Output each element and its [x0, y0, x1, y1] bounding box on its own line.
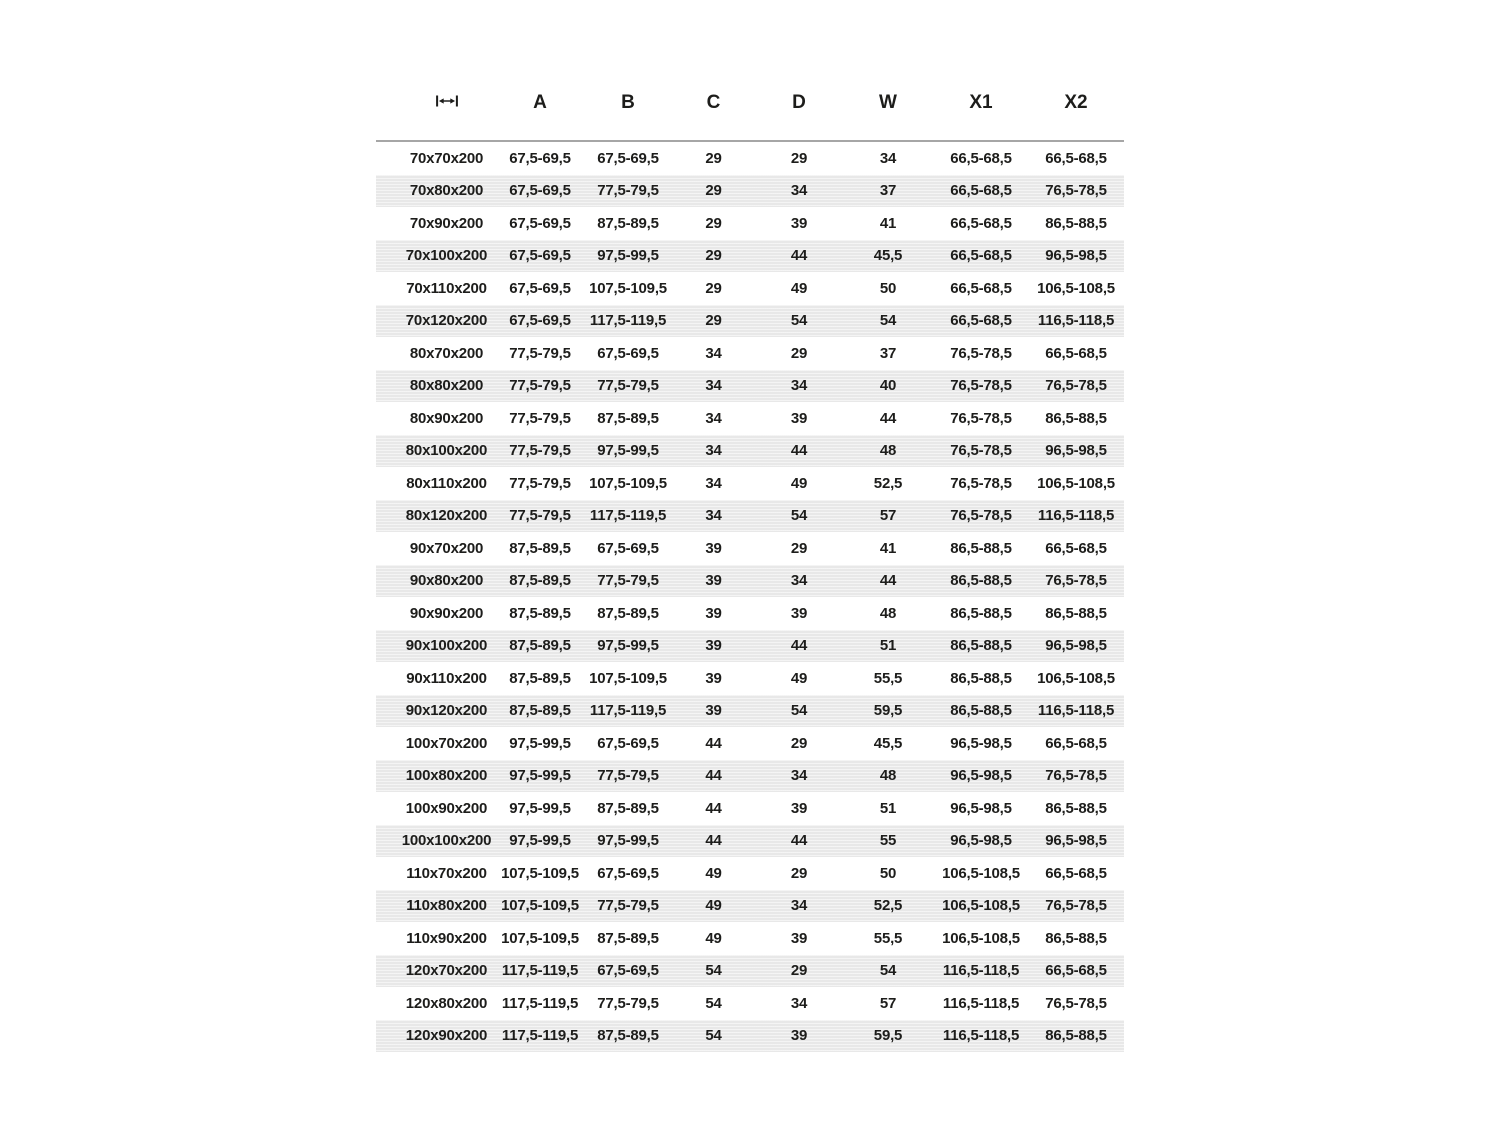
value-cell: 76,5-78,5: [1045, 897, 1107, 915]
value-cell: 34: [705, 474, 722, 492]
value-cell: 52,5: [873, 897, 903, 915]
table-row: [376, 207, 1124, 240]
value-cell: 39: [705, 637, 722, 655]
value-cell: 67,5-69,5: [509, 312, 571, 330]
value-cell: 29: [790, 734, 808, 752]
table-row: [376, 825, 1124, 858]
value-cell: 117,5-119,5: [501, 962, 579, 980]
value-cell: 116,5-118,5: [942, 962, 1020, 980]
value-cell: 29: [790, 149, 808, 167]
size-cell: 110x90x200: [406, 929, 487, 947]
value-cell: 116,5-118,5: [942, 1027, 1020, 1045]
value-cell: 44: [790, 637, 808, 655]
value-cell: 34: [790, 994, 808, 1012]
value-cell: 77,5-79,5: [597, 377, 659, 395]
value-cell: 116,5-118,5: [1037, 312, 1115, 330]
value-cell: 67,5-69,5: [509, 149, 571, 167]
value-cell: 34: [705, 442, 722, 460]
value-cell: 107,5-109,5: [501, 864, 579, 882]
value-cell: 107,5-109,5: [589, 474, 667, 492]
value-cell: 54: [705, 962, 722, 980]
size-cell: 80x100x200: [405, 442, 488, 460]
value-cell: 77,5-79,5: [509, 377, 571, 395]
value-cell: 67,5-69,5: [597, 962, 659, 980]
value-cell: 29: [790, 962, 808, 980]
value-cell: 44: [790, 832, 808, 850]
table-row: [376, 500, 1124, 533]
value-cell: 51: [879, 799, 897, 817]
table-header-row: [376, 75, 1124, 141]
size-cell: 120x90x200: [405, 1027, 488, 1045]
value-cell: 86,5-88,5: [1045, 409, 1107, 427]
value-cell: 77,5-79,5: [597, 994, 659, 1012]
value-cell: 59,5: [873, 702, 903, 720]
value-cell: 55,5: [873, 669, 903, 687]
value-cell: 86,5-88,5: [950, 702, 1012, 720]
table-row: [376, 760, 1124, 793]
value-cell: 96,5-98,5: [950, 799, 1012, 817]
value-cell: 34: [790, 182, 808, 200]
value-cell: 37: [879, 344, 897, 362]
value-cell: 44: [705, 799, 722, 817]
value-cell: 107,5-109,5: [501, 929, 579, 947]
value-cell: 77,5-79,5: [509, 409, 571, 427]
value-cell: 76,5-78,5: [1045, 377, 1107, 395]
table-row: [376, 370, 1124, 403]
value-cell: 67,5-69,5: [597, 539, 659, 557]
table-row: [376, 727, 1124, 760]
value-cell: 39: [705, 539, 722, 557]
value-cell: 87,5-89,5: [509, 669, 571, 687]
value-cell: 55,5: [873, 929, 903, 947]
value-cell: 76,5-78,5: [950, 474, 1012, 492]
value-cell: 48: [879, 767, 897, 785]
value-cell: 45,5: [873, 247, 903, 265]
value-cell: 97,5-99,5: [597, 247, 659, 265]
value-cell: 97,5-99,5: [509, 799, 571, 817]
value-cell: 66,5-68,5: [950, 214, 1012, 232]
size-cell: 90x90x200: [409, 604, 484, 622]
value-cell: 29: [790, 539, 808, 557]
table-row: [376, 175, 1124, 208]
value-cell: 49: [705, 864, 722, 882]
value-cell: 45,5: [873, 734, 903, 752]
table-row: [376, 597, 1124, 630]
value-cell: 87,5-89,5: [597, 409, 659, 427]
value-cell: 107,5-109,5: [501, 897, 579, 915]
value-cell: 44: [705, 734, 722, 752]
value-cell: 106,5-108,5: [1037, 474, 1115, 492]
value-cell: 86,5-88,5: [1045, 214, 1107, 232]
table-row: [376, 792, 1124, 825]
value-cell: 87,5-89,5: [597, 1027, 659, 1045]
value-cell: 29: [705, 279, 722, 297]
value-cell: 34: [790, 572, 808, 590]
value-cell: 51: [879, 637, 897, 655]
value-cell: 34: [790, 897, 808, 915]
value-cell: 39: [790, 929, 808, 947]
value-cell: 67,5-69,5: [597, 149, 659, 167]
size-cell: 90x80x200: [409, 572, 484, 590]
value-cell: 86,5-88,5: [1045, 929, 1107, 947]
value-cell: 87,5-89,5: [597, 604, 659, 622]
size-cell: 120x70x200: [405, 962, 488, 980]
size-cell: 70x90x200: [409, 214, 484, 232]
value-cell: 97,5-99,5: [597, 442, 659, 460]
value-cell: 39: [705, 669, 722, 687]
size-cell: 70x120x200: [405, 312, 488, 330]
value-cell: 50: [879, 279, 897, 297]
value-cell: 87,5-89,5: [509, 637, 571, 655]
value-cell: 97,5-99,5: [509, 734, 571, 752]
size-cell: 80x110x200: [406, 474, 487, 492]
table-row: [376, 272, 1124, 305]
table-row: [376, 141, 1124, 175]
value-cell: 87,5-89,5: [509, 702, 571, 720]
value-cell: 86,5-88,5: [950, 669, 1012, 687]
value-cell: 34: [705, 409, 722, 427]
value-cell: 29: [705, 182, 722, 200]
value-cell: 67,5-69,5: [509, 247, 571, 265]
value-cell: 116,5-118,5: [942, 994, 1020, 1012]
table-row: [376, 630, 1124, 663]
value-cell: 106,5-108,5: [942, 897, 1020, 915]
value-cell: 66,5-68,5: [950, 312, 1012, 330]
size-cell: 100x100x200: [401, 832, 492, 850]
value-cell: 117,5-119,5: [501, 994, 579, 1012]
value-cell: 66,5-68,5: [950, 182, 1012, 200]
value-cell: 77,5-79,5: [597, 767, 659, 785]
column-header-b: B: [585, 75, 671, 141]
value-cell: 34: [790, 377, 808, 395]
table-row: [376, 240, 1124, 273]
value-cell: 59,5: [873, 1027, 903, 1045]
size-cell: 90x110x200: [406, 669, 487, 687]
value-cell: 77,5-79,5: [509, 507, 571, 525]
value-cell: 29: [705, 149, 722, 167]
value-cell: 86,5-88,5: [1045, 604, 1107, 622]
table-row: [376, 662, 1124, 695]
value-cell: 44: [705, 767, 722, 785]
value-cell: 54: [790, 312, 808, 330]
size-cell: 100x90x200: [405, 799, 488, 817]
table-row: [376, 695, 1124, 728]
column-header-x2: X2: [1028, 75, 1124, 141]
value-cell: 44: [705, 832, 722, 850]
value-cell: 86,5-88,5: [950, 539, 1012, 557]
value-cell: 66,5-68,5: [1045, 149, 1107, 167]
value-cell: 29: [705, 214, 722, 232]
table-row: [376, 467, 1124, 500]
value-cell: 55: [879, 832, 897, 850]
table-row: [376, 955, 1124, 988]
value-cell: 39: [705, 702, 722, 720]
value-cell: 39: [705, 572, 722, 590]
value-cell: 76,5-78,5: [1045, 182, 1107, 200]
value-cell: 66,5-68,5: [950, 279, 1012, 297]
value-cell: 48: [879, 604, 897, 622]
value-cell: 29: [705, 247, 722, 265]
value-cell: 76,5-78,5: [1045, 994, 1107, 1012]
value-cell: 49: [790, 474, 808, 492]
value-cell: 39: [790, 409, 808, 427]
value-cell: 49: [705, 929, 722, 947]
value-cell: 96,5-98,5: [1045, 442, 1107, 460]
value-cell: 57: [879, 994, 897, 1012]
column-header-d: D: [756, 75, 842, 141]
value-cell: 34: [790, 767, 808, 785]
size-column-header: [376, 75, 495, 141]
table-row: [376, 305, 1124, 338]
size-cell: 80x80x200: [409, 377, 484, 395]
table-row: [376, 1020, 1124, 1053]
table-row: [376, 565, 1124, 598]
value-cell: 96,5-98,5: [950, 734, 1012, 752]
value-cell: 34: [705, 377, 722, 395]
value-cell: 86,5-88,5: [1045, 799, 1107, 817]
column-header-a: A: [495, 75, 585, 141]
size-cell: 110x80x200: [406, 897, 487, 915]
value-cell: 106,5-108,5: [942, 864, 1020, 882]
table-header: [376, 75, 1124, 141]
size-cell: 110x70x200: [406, 864, 487, 882]
value-cell: 54: [879, 312, 897, 330]
table-row: [376, 857, 1124, 890]
size-cell: 90x100x200: [405, 637, 488, 655]
value-cell: 76,5-78,5: [950, 507, 1012, 525]
value-cell: 44: [879, 409, 897, 427]
value-cell: 86,5-88,5: [950, 572, 1012, 590]
size-cell: 70x100x200: [405, 247, 488, 265]
value-cell: 106,5-108,5: [942, 929, 1020, 947]
value-cell: 34: [879, 149, 897, 167]
value-cell: 66,5-68,5: [950, 149, 1012, 167]
dimensions-table-container: [376, 75, 1124, 1052]
value-cell: 67,5-69,5: [597, 864, 659, 882]
value-cell: 87,5-89,5: [597, 929, 659, 947]
value-cell: 49: [790, 669, 808, 687]
value-cell: 96,5-98,5: [1045, 832, 1107, 850]
value-cell: 39: [790, 214, 808, 232]
value-cell: 76,5-78,5: [1045, 767, 1107, 785]
value-cell: 57: [879, 507, 897, 525]
size-cell: 80x90x200: [409, 409, 484, 427]
value-cell: 97,5-99,5: [509, 832, 571, 850]
value-cell: 76,5-78,5: [950, 377, 1012, 395]
value-cell: 116,5-118,5: [1037, 702, 1115, 720]
size-cell: 120x80x200: [405, 994, 488, 1012]
value-cell: 39: [705, 604, 722, 622]
value-cell: 96,5-98,5: [1045, 247, 1107, 265]
column-header-x1: X1: [934, 75, 1028, 141]
size-cell: 100x80x200: [405, 767, 488, 785]
value-cell: 54: [879, 962, 897, 980]
size-cell: 90x120x200: [405, 702, 488, 720]
value-cell: 87,5-89,5: [597, 214, 659, 232]
value-cell: 77,5-79,5: [509, 344, 571, 362]
value-cell: 49: [705, 897, 722, 915]
value-cell: 41: [879, 539, 897, 557]
size-cell: 70x70x200: [409, 149, 484, 167]
value-cell: 54: [790, 507, 808, 525]
table-row: [376, 337, 1124, 370]
value-cell: 29: [705, 312, 722, 330]
value-cell: 50: [879, 864, 897, 882]
value-cell: 76,5-78,5: [950, 344, 1012, 362]
value-cell: 97,5-99,5: [597, 637, 659, 655]
size-cell: 90x70x200: [409, 539, 484, 557]
value-cell: 37: [879, 182, 897, 200]
value-cell: 117,5-119,5: [501, 1027, 579, 1045]
value-cell: 39: [790, 799, 808, 817]
value-cell: 39: [790, 604, 808, 622]
value-cell: 107,5-109,5: [589, 669, 667, 687]
value-cell: 29: [790, 344, 808, 362]
value-cell: 77,5-79,5: [597, 572, 659, 590]
value-cell: 117,5-119,5: [589, 312, 667, 330]
value-cell: 76,5-78,5: [950, 442, 1012, 460]
value-cell: 66,5-68,5: [1045, 864, 1107, 882]
value-cell: 86,5-88,5: [950, 637, 1012, 655]
value-cell: 44: [790, 247, 808, 265]
value-cell: 87,5-89,5: [509, 539, 571, 557]
column-header-w: W: [842, 75, 934, 141]
value-cell: 34: [705, 344, 722, 362]
value-cell: 40: [879, 377, 897, 395]
value-cell: 106,5-108,5: [1037, 279, 1115, 297]
size-cell: 80x70x200: [409, 344, 484, 362]
value-cell: 67,5-69,5: [509, 182, 571, 200]
value-cell: 87,5-89,5: [509, 604, 571, 622]
value-cell: 49: [790, 279, 808, 297]
value-cell: 67,5-69,5: [597, 734, 659, 752]
width-dimension-icon: [436, 95, 458, 107]
value-cell: 29: [790, 864, 808, 882]
value-cell: 117,5-119,5: [589, 507, 667, 525]
value-cell: 86,5-88,5: [1045, 1027, 1107, 1045]
value-cell: 66,5-68,5: [1045, 539, 1107, 557]
value-cell: 48: [879, 442, 897, 460]
value-cell: 77,5-79,5: [509, 442, 571, 460]
value-cell: 52,5: [873, 474, 903, 492]
table-row: [376, 402, 1124, 435]
value-cell: 41: [879, 214, 897, 232]
value-cell: 77,5-79,5: [597, 182, 659, 200]
value-cell: 86,5-88,5: [950, 604, 1012, 622]
value-cell: 87,5-89,5: [597, 799, 659, 817]
value-cell: 66,5-68,5: [1045, 344, 1107, 362]
value-cell: 96,5-98,5: [950, 832, 1012, 850]
value-cell: 66,5-68,5: [1045, 962, 1107, 980]
table-row: [376, 987, 1124, 1020]
value-cell: 66,5-68,5: [1045, 734, 1107, 752]
table-row: [376, 890, 1124, 923]
value-cell: 54: [790, 702, 808, 720]
size-cell: 80x120x200: [405, 507, 488, 525]
value-cell: 117,5-119,5: [589, 702, 667, 720]
value-cell: 39: [790, 1027, 808, 1045]
value-cell: 97,5-99,5: [597, 832, 659, 850]
value-cell: 106,5-108,5: [1037, 669, 1115, 687]
value-cell: 107,5-109,5: [589, 279, 667, 297]
table-body: [376, 141, 1124, 1052]
value-cell: 77,5-79,5: [509, 474, 571, 492]
value-cell: 97,5-99,5: [509, 767, 571, 785]
value-cell: 87,5-89,5: [509, 572, 571, 590]
size-cell: 100x70x200: [405, 734, 488, 752]
value-cell: 77,5-79,5: [597, 897, 659, 915]
value-cell: 76,5-78,5: [1045, 572, 1107, 590]
column-header-c: C: [671, 75, 756, 141]
value-cell: 96,5-98,5: [1045, 637, 1107, 655]
dimensions-table: [376, 75, 1124, 1052]
table-row: [376, 532, 1124, 565]
value-cell: 67,5-69,5: [597, 344, 659, 362]
value-cell: 76,5-78,5: [950, 409, 1012, 427]
value-cell: 44: [879, 572, 897, 590]
size-cell: 70x80x200: [409, 182, 484, 200]
value-cell: 116,5-118,5: [1037, 507, 1115, 525]
value-cell: 66,5-68,5: [950, 247, 1012, 265]
value-cell: 34: [705, 507, 722, 525]
value-cell: 54: [705, 1027, 722, 1045]
value-cell: 54: [705, 994, 722, 1012]
table-row: [376, 435, 1124, 468]
value-cell: 67,5-69,5: [509, 214, 571, 232]
table-row: [376, 922, 1124, 955]
value-cell: 96,5-98,5: [950, 767, 1012, 785]
value-cell: 44: [790, 442, 808, 460]
size-cell: 70x110x200: [406, 279, 487, 297]
value-cell: 67,5-69,5: [509, 279, 571, 297]
